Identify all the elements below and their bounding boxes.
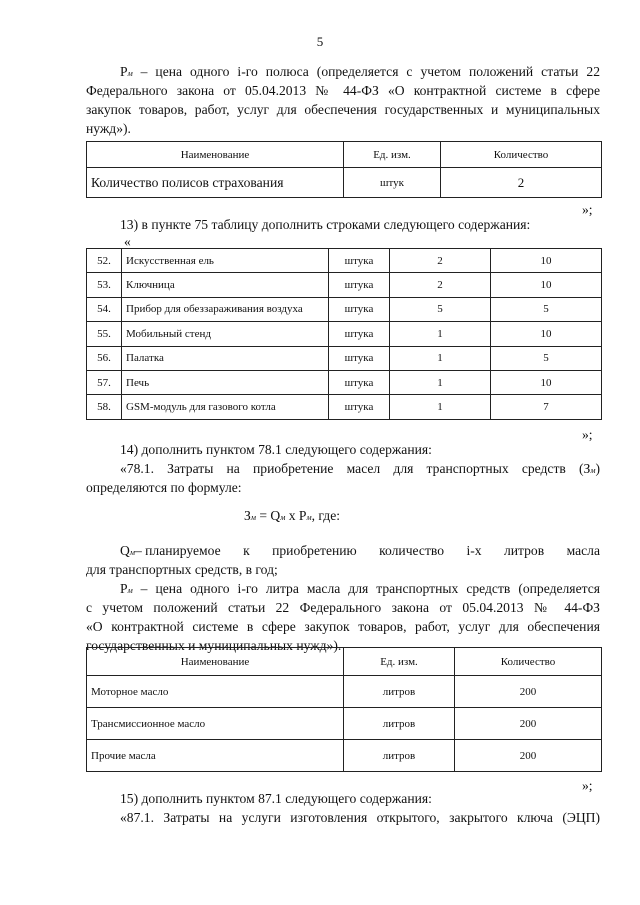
- cell-quantity: 2: [390, 273, 491, 297]
- formula-p-sub: м: [306, 513, 312, 522]
- cell-number: 54.: [87, 297, 122, 321]
- q-symbol-group: [120, 541, 221, 562]
- formula-lhs-sub: м: [250, 513, 256, 522]
- intro-line-3: закупок товаров, работ, услуг для обеспечения государственных и муниципальных: [86, 102, 600, 117]
- cell-number: 57.: [87, 370, 122, 394]
- table-row: [87, 346, 602, 370]
- intro-line-2: Федерального закона от 05.04.2013 № 44-ФЗ «О контрактной системе в сфере: [86, 83, 600, 98]
- table-header-row: [87, 142, 602, 168]
- formula-tail: , где:: [311, 508, 340, 523]
- cell-quantity: 200: [455, 740, 602, 772]
- intro-line-1: [120, 62, 600, 83]
- cell-unit: штука: [329, 346, 390, 370]
- oils-table: [86, 647, 602, 772]
- header-unit: Ед. изм.: [344, 142, 441, 168]
- cell-period: 10: [491, 273, 602, 297]
- header-quantity: Количество: [455, 648, 602, 676]
- paragraph-78-1-sub: м: [590, 466, 596, 475]
- table-row: [87, 676, 602, 708]
- item-14: 14) дополнить пунктом 78.1 следующего содержания:: [120, 442, 432, 457]
- q-word-4: количество: [379, 543, 445, 558]
- formula-eq: = Q: [255, 508, 281, 523]
- formula-q-sub: м: [280, 513, 286, 522]
- q-word-6: литров: [503, 543, 545, 558]
- p-definition-line-1: [120, 579, 600, 600]
- q-symbol-sub: м: [129, 548, 135, 557]
- intro-line-4: нужд»).: [86, 121, 131, 136]
- cell-unit: штука: [329, 273, 390, 297]
- closing-quote-3: »;: [582, 778, 593, 793]
- cell-number: 55.: [87, 322, 122, 346]
- cell-name: Печь: [122, 370, 329, 394]
- cell-name: Искусственная ель: [122, 249, 329, 273]
- cell-unit: штука: [329, 395, 390, 419]
- cell-quantity: 1: [390, 322, 491, 346]
- cell-number: 58.: [87, 395, 122, 419]
- cell-name: Прочие масла: [87, 740, 344, 772]
- cell-name: Моторное масло: [87, 676, 344, 708]
- cell-period: 10: [491, 249, 602, 273]
- cell-quantity: 2: [441, 168, 602, 198]
- cell-quantity: 200: [455, 676, 602, 708]
- cell-unit: литров: [344, 740, 455, 772]
- policies-table: [86, 141, 602, 198]
- q-word-2: к: [243, 543, 250, 558]
- paragraph-78-1-line-1: [120, 459, 600, 480]
- header-name: Наименование: [87, 648, 344, 676]
- cell-number: 52.: [87, 249, 122, 273]
- table-row: [87, 395, 602, 419]
- paragraph-78-1-line-2: определяются по формуле:: [86, 480, 242, 495]
- q-symbol: Q: [120, 543, 130, 558]
- p-symbol-sub: м: [127, 586, 133, 595]
- q-word-7: масла: [566, 543, 600, 558]
- cell-unit: штука: [329, 249, 390, 273]
- table-row: [87, 740, 602, 772]
- cell-name: Прибор для обеззараживания воздуха: [122, 297, 329, 321]
- table-row: [87, 249, 602, 273]
- items-table: [86, 248, 602, 420]
- cell-quantity: 1: [390, 370, 491, 394]
- paragraph-78-1-text: «78.1. Затраты на приобретение масел для транспортных средств (З: [120, 461, 591, 476]
- opening-quote: «: [124, 234, 131, 249]
- q-word-1: – планируемое: [134, 543, 221, 558]
- p-definition-line-3: «О контрактной системе в сфере закупок товаров, работ, услуг для обеспечения: [86, 619, 600, 634]
- q-word-5: i-х: [466, 543, 482, 558]
- table-header-row: [87, 648, 602, 676]
- cell-unit: штук: [344, 168, 441, 198]
- cell-unit: штука: [329, 297, 390, 321]
- q-definition-line-2: для транспортных средств, в год;: [86, 562, 278, 577]
- intro-symbol: Р: [120, 64, 128, 79]
- table-row: [87, 297, 602, 321]
- header-name: Наименование: [87, 142, 344, 168]
- cell-unit: штука: [329, 370, 390, 394]
- table-row: [87, 708, 602, 740]
- table-row: [87, 273, 602, 297]
- cell-name: Мобильный стенд: [122, 322, 329, 346]
- paragraph-87-1: «87.1. Затраты на услуги изготовления открытого, закрытого ключа (ЭЦП): [120, 810, 600, 825]
- p-definition-text: – цена одного i-го литра масла для транспортных средств (определяется: [132, 581, 600, 596]
- p-definition-line-2: с учетом положений статьи 22 Федерального закона от 05.04.2013 № 44-ФЗ: [86, 600, 600, 615]
- cell-quantity: 2: [390, 249, 491, 273]
- cell-unit: литров: [344, 676, 455, 708]
- q-word-3: приобретению: [272, 543, 357, 558]
- cell-name: Ключница: [122, 273, 329, 297]
- cell-name: GSM-модуль для газового котла: [122, 395, 329, 419]
- table-row: [87, 322, 602, 346]
- table-row: [87, 370, 602, 394]
- header-quantity: Количество: [441, 142, 602, 168]
- item-13: 13) в пункте 75 таблицу дополнить строками следующего содержания:: [120, 217, 531, 232]
- p-symbol: Р: [120, 581, 128, 596]
- cell-name: Количество полисов страхования: [87, 168, 344, 198]
- cell-quantity: 200: [455, 708, 602, 740]
- p-definition-line-4: государственных и муниципальных нужд»).: [86, 638, 342, 653]
- cell-unit: литров: [344, 708, 455, 740]
- cell-number: 53.: [87, 273, 122, 297]
- paragraph-78-1-end: ): [595, 461, 600, 476]
- cell-name: Трансмиссионное масло: [87, 708, 344, 740]
- formula-x: х Р: [285, 508, 307, 523]
- cell-period: 5: [491, 346, 602, 370]
- intro-line-1-text: – цена одного i-го полюса (определяется с учетом положений статьи 22: [132, 64, 600, 79]
- cell-period: 10: [491, 322, 602, 346]
- cell-period: 10: [491, 370, 602, 394]
- cell-period: 7: [491, 395, 602, 419]
- cell-quantity: 1: [390, 395, 491, 419]
- formula-lhs: З: [244, 508, 251, 523]
- page-number: 5: [316, 34, 324, 49]
- cell-number: 56.: [87, 346, 122, 370]
- item-15: 15) дополнить пунктом 87.1 следующего содержания:: [120, 791, 432, 806]
- intro-symbol-sub: м: [127, 69, 133, 78]
- closing-quote-1: »;: [582, 202, 593, 217]
- header-unit: Ед. изм.: [344, 648, 455, 676]
- closing-quote-2: »;: [582, 427, 593, 442]
- cell-period: 5: [491, 297, 602, 321]
- formula: [244, 506, 340, 527]
- q-definition-line-1: [120, 541, 600, 562]
- cell-quantity: 1: [390, 346, 491, 370]
- cell-name: Палатка: [122, 346, 329, 370]
- table-row: [87, 168, 602, 198]
- cell-unit: штука: [329, 322, 390, 346]
- cell-quantity: 5: [390, 297, 491, 321]
